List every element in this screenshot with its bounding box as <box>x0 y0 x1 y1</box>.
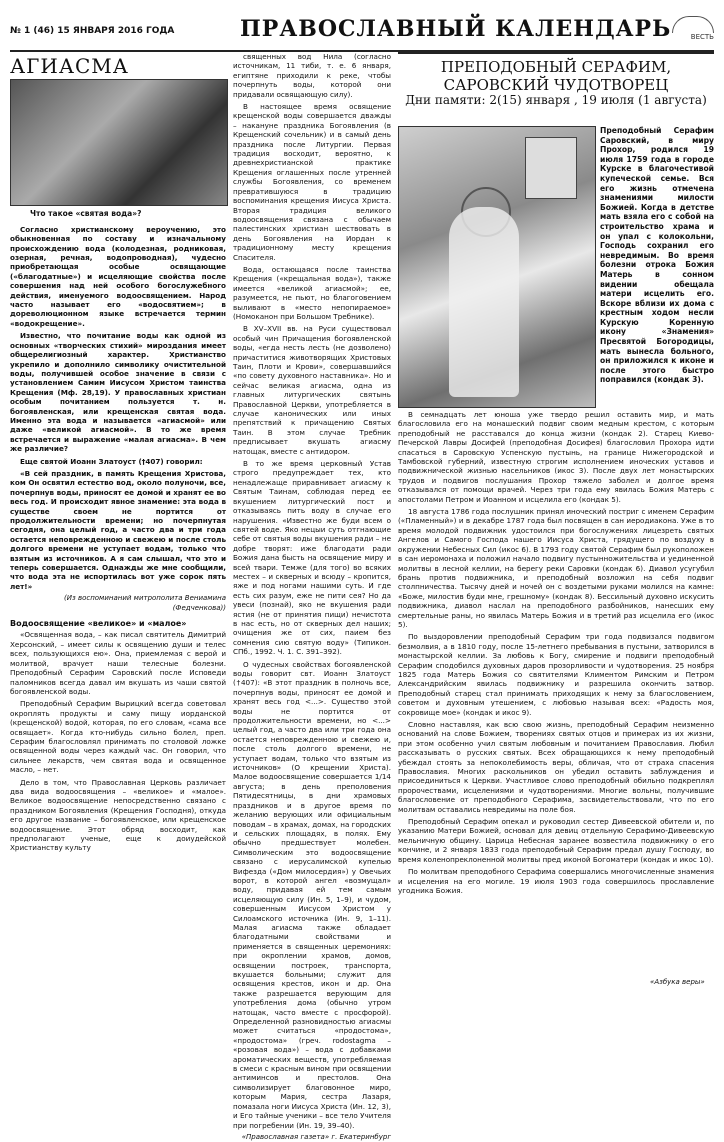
paragraph: О чудесных свойствах богоявленской воды говорит свт. Иоанн Златоуст (†407): «В этот праздник в полночь все, почерпнув воды, приносят ее домой и хранят весь год <...>. Существо этой воды не портится от продолжительности времени, но <...> целый год, а часто два или три года она остается неповрежденною и свежею и, после столь долгого времени, не уступает водам, только что взятым из источников» (О крещении Христа). Малое водоосвящение совершается 1/14 августа; в день преполовения Пятидесятницы, в дни храмовых праздников и в другое время по желанию верующих или официальным поводам – в храмах, домах, на городских и сельских площадях, в полях. Ему обычно предшествует молебен. Символическим это водоосвящение связано с иерусалимской купелью Вифезда («Дом милосердия») у Овечьих ворот, в которой ангел «возмущал» воду, придавая ей тем самым исцеляющую силу (Ин. 5, 1–9), и чудом, совершенным Иисусом Христом у Силоамского источника (Ин. 9, 1–11). Малая агиасма также обладает благодатными свойствами и применяется в священных церемониях: при окроплении храмов, домов, освящении построек, транспорта, вкушается больными; служит для освящения крестов, икон и др. Она также разрешается верующим для употребления дома (обычно утром натощак, часто вместе с просфорой). Определенной разновидностью агиасмы может считаться «продостома», «продостома» (греч. rodostagma – «розовая вода») – вода с добавками ароматических веществ, употребляемая в смеси с красным вином при освящении антиминсов и престолов. Она символизирует благовонное миро, которым Мария, сестра Лазаря, помазала ноги Иисуса Христа (Ин. 12, 3), и Его тайные ученики – все тело Учителя при погребении (Ин. 19, 39–40). <box>233 659 391 1130</box>
bold-intro <box>10 225 226 591</box>
paragraph: священных вод Нила (согласно источникам, 11 тиби, т. е. 6 января, египтяне приходили к реке, чтобы почерпнуть воды, которой они придавали освящающую силу). <box>233 52 391 99</box>
newspaper-logo <box>654 16 714 46</box>
subheading: Водоосвящение «великое» и «малое» <box>10 619 187 629</box>
article-agiasma-col2 <box>233 52 391 1141</box>
paragraph: 18 августа 1786 года послушник принял иноческий постриг с именем Серафим («Пламенный») и в декабре 1787 года был посвящен в сан иеродиакона. Уже в то время молодой подвижник удостоился при богослужениях лицезреть святых Ангелов и Самого Господа нашего Иисуса Христа, грядущего по воздуху в окружении Небесных Сил (икос 6). В 1793 году святой Серафим был рукоположен в сан иеромонаха и положил начало подвигу пустынножительства и уединенной молитвы в лесной келлии, на берегу реки Саровки (кондак 6). Диавол усугубил брань против подвижника, и преподобный возложил на себя подвиг столпничества. Тысячу дней и ночей он с воздетыми руками молился на камне: «Боже, милостив буди мне, грешному» (кондак 8). Бессильный духовно искусить подвижника, диавол наслал на преподобного разбойников, нанесших ему смертельные раны, но явилась Матерь Божия и в третий раз исцелила его (икос 5). <box>398 507 714 629</box>
paragraph: Преподобный Серафим опекал и руководил сестер Дивеевской обители и, по указанию Матери Божией, основал для девиц отдельную Серафимо-Дивеевскую мельничную общину. Царица Небесная заранее возвестила подвижнику о его кончине, и 2 января 1833 года преподобный Серафим предал душу Господу, во время коленопреклоненной молитвы пред иконой Богоматери (кондак и икос 10). <box>398 817 714 864</box>
saint-icon-image <box>398 126 596 408</box>
paragraph: В то же время церковный Устав строго предупреждает тех, кто ненадлежаще приравнивает агиасму к Святым Таинам, соблюдая перед ее вкушением литургический пост и отказываясь пить воду в случае его нарушения. «Известно же буди всем о святей воде. Яко нецыи суть отгнающие себе от святыя воды вкушения ради – не добре творят: иже благодати ради Божия дана бысть на освящение миру и всей твари. Темже (для того) во всяких местех – и скверных и всюду – кропится, яже и под ногами нашими суть. И где есть сих разум, еже не пити сея? Но да увеси (познай), яко не вкушения ради ястия (не от принятия пищи) нечистота в нас есть, но от скверных дел наших; очищения же от сих, паием без сомнения сию святую воду» (Типикон. СПб., 1992. Ч. 1. С. 391–392). <box>233 459 391 657</box>
water-blessing-photo <box>10 79 228 206</box>
paragraph: В XV–XVII вв. на Руси существовал особый чин Причащения богоявленской воды, «егда несть лесть (не дозволено) причаститися животворящих Христовых Таин, Плоти и Крови», совершавшийся «по совету духовного наставника». Но и сейчас великая агиасма, одна из главных литургических святынь Православной Церкви, употребляется в случае канонических или иных препятствий к причащению Святых Таин. В этом случае Требник предписывает вкушать агиасму натощак, вместе с антидором. <box>233 324 391 456</box>
logo-text: ВЕСТЬ <box>690 33 714 41</box>
church-dome-icon <box>672 16 714 33</box>
section-title: АГИАСМА <box>10 54 129 78</box>
paragraph: В семнадцать лет юноша уже твердо решил оставить мир, и мать благословила его на монашеский подвиг своим медным крестом, с которым преподобный не расставался до конца жизни (кондак 2). Старец Киево-Печерской Лавры Досифей (преподобная Досифея) благословил Прохора идти спасаться в Саровскую Успенскую пустынь, на границе Нижегородской и Тамбовской губерний, известную строгим исполнением иноческих уставов и подвижнической жизнью насельников (икос 3). После двух лет монастырских трудов и подвигов послушания Прохор тяжело заболел и долгое время отказывался от помощи врачей. Через три года ему явилась Божия Матерь с апостолами Петром и Иоанном и исцелила его (кондак 5). <box>398 410 714 504</box>
article-title: ПРЕПОДОБНЫЙ СЕРАФИМ, САРОВСКИЙ ЧУДОТВОРЕЦ <box>398 52 714 94</box>
photo-caption: Что такое «святая вода»? <box>30 209 142 219</box>
intro-paragraph: Преподобный Серафим Саровский, в миру Прохор, родился 19 июля 1759 года в городе Курске в благочестивой купеческой семье. Вся его жизнь отмечена знамениями милости Божией. Когда в детстве мать взяла его с собой на строительство храма и он упал с колокольни, Господь сохранил его невредимым. Во время болезни отрока Божия Матерь в сонном видении обещала матери исцелить его. Вскоре вблизи их дома с крестным ходом несли Курскую Коренную икону «Знамения» Пресвятой Богородицы, мать вынесла больного, он приложился к иконе и после этого быстро поправился (кондак 3). <box>600 126 714 385</box>
quote-signature: (Из воспоминаний митрополита Вениамина (Федченкова)) <box>64 594 226 612</box>
paragraph: Известно, что почитание воды как одной из основных «творческих стихий» мироздания имеет общерелигиозный характер. Христианство укрепило и дополнило символику очистительной воды, получившей особое значение в связи с установлением Самим Иисусом Христом таинства Крещения (Мф. 28,19). У православных христиан особым почитанием пользуется т. н. богоявленская, или крещенская святая вода. Именно эта вода и называется «агиасмой» или даже «великой агиасмой». В то же время встречается и выражение «малая агиасма». В чем же различие? <box>10 331 226 454</box>
article-seraphim <box>398 52 714 992</box>
paragraph: Вода, остающаяся после таинства Крещения («крещальная вода»), также имеется «великой агиасмой»; ее, разумеется, не пьют, но благоговением выливают в «место непопираемое» (Номоканон при Большом Требнике). <box>233 264 391 321</box>
paragraph: В настоящее время освящение крещенской воды совершается дважды – накануне праздника Богоявления (в Крещенский сочельник) и в самый день праздника после Литургии. Первая традиция восходит, вероятно, к древнехристианской практике Крещения оглашенных после утренней службы Богоявления, со временем превратившуюся в традицию воспоминания крещения Иисуса Христа. Вторая традиция великого водоосвящения связана с обычаем палестинских христиан шествовать в день Богоявления на Иордан к традиционному месту крещения Спасителя. <box>233 102 391 262</box>
article-source: «Азбука веры» <box>650 978 705 986</box>
paragraph: «Освященная вода, – как писал святитель Димитрий Херсонский, – имеет силы к освящению души и телес всех, пользующихся ею». Она, приемлемая с верой и молитвой, врачует наши телесные болезни. Преподобный Серафим Саровский после Исповеди паломников всегда давал им вкушать из чаши святой богоявленской воды. <box>10 630 226 696</box>
memorial-dates: Дни памяти: 2(15) января , 19 июля (1 августа) <box>405 93 707 107</box>
paragraph: Еще святой Иоанн Златоуст (†407) говорил: <box>20 456 203 466</box>
theotokos-icon <box>525 137 577 199</box>
issue-info: № 1 (46) 15 ЯНВАРЯ 2016 ГОДА <box>10 26 175 36</box>
page-title: ПРАВОСЛАВНЫЙ КАЛЕНДАРЬ <box>240 16 672 42</box>
paragraph: Словно наставляя, как всю свою жизнь, преподобный Серафим неизменно оснований на слове Божием, творениях святых отцов и примерах из их жизни, при этом особенно учил святым любовным и почитанием Православия. Любил рассказывать о русских святых. Всех обращающихся к нему преподобный убеждал стоять за непоколебимость веры, обличая, что от страха спасения Православия. Многих раскольников он убедил оставить заблуждения и присоединиться к Церкви. Участливое слово преподобный обильно подкреплял пророчествами, исцелениями и чудотворениями. Многие вольны, получившие благословение от преподобного Серафима, засвидетельствовали, что по его молитвам оставались невредимы на поле боя. <box>398 720 714 814</box>
paragraph: Дело в том, что Православная Церковь различает два вида водоосвящения – «великое» и «малое». Великое водоосвящение непосредственно связано с праздником Богоявления (Крещения Господня), откуда его другое название – богоявленское, или крещенское водоосвящение. Этот обряд восходит, как предполагают ученые, еще к доиудейской Христианству культу <box>10 777 226 853</box>
paragraph: «В сей праздник, в память Крещения Христова, ком Он освятил естество вод, около полуночи, все, почерпнув воды, приносят ее домой и хранят ее во весь год. И происходит явное знамение: эта вода в существе своем не портится от продолжительности времени; но почерпнутая сегодня, она целый год, а часто два и три года остается неповрежденною и свежею и после столь долгого времени не уступает водам, только что взятым из источников. А я сам слышал, что это и теперь совершается. Однажды же мне сообщили, что вода эта не испортилась вот уже сорок пять лет!» <box>10 468 226 591</box>
article-agiasma-col1 <box>10 52 226 992</box>
article-source: «Православная газета» г. Екатеринбург <box>241 1132 391 1141</box>
article-body <box>398 410 714 898</box>
paragraph: По выздоровлении преподобный Серафим три года подвизался подвигом безмолвия, а в 1810 году, после 15-летнего пребывания в пустыни, затворился в монастырской келлии. За любовь к Богу, смирение и подвиги преподобный Серафим сподобился духовных даров прозорливости и чудотворения. 25 ноября 1825 года Матерь Божия со святителями Климентом Римским и Петром Александрийским явилась подвижнику и разрешила окончить затвор. Преподобный старец стал принимать приходящих к нему за благословением, советом и духовным утешением, с любовью называя всех: «Радость моя, сокровище мое» (кондак и икос 9). <box>398 632 714 717</box>
paragraph: По молитвам преподобного Серафима совершались многочисленные знамения и исцеления на его могиле. 19 июля 1903 года совершилось прославление угодника Божия. <box>398 867 714 895</box>
paragraph: Согласно христианскому вероучению, это обыкновенная по составу и изначальному происхождению вода (колодезная, родниковая, озерная, речная, водопроводная), чудесно приобретающая особые освящающие («благодатные») и исцеляющие свойства после совершения над ней особого богослужебного действия, именуемого водоосвящением. Народ часто называет его «водосвятием»; в дореволюционном языке встречается термин «водокрещение». <box>10 224 226 328</box>
paragraph: Преподобный Серафим Вырицкий всегда советовал окроплять продукты и саму пищу иорданской (крещенской) водой, которая, по его словам, «сама все освящает». Когда кто-нибудь сильно болел, преп. Серафим благословлял принимать по столовой ложке освященной воды через каждый час. Он говорил, что сильнее лекарств, чем святая вода и освященное масло, – нет. <box>10 699 226 775</box>
saint-figure <box>449 207 519 397</box>
page-header <box>10 6 714 52</box>
